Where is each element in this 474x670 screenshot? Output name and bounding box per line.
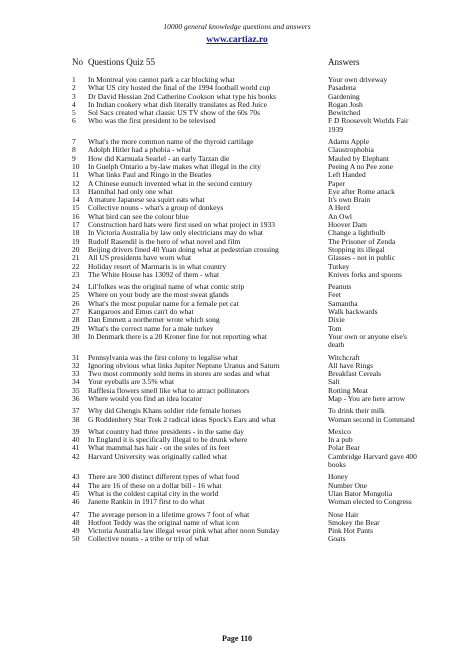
question-text: Pennsylvania was the first colony to legalise what bbox=[88, 353, 238, 362]
row-number: 5 bbox=[72, 108, 76, 118]
question-text: Two most commonly sold items in stores are sodas and what bbox=[88, 370, 270, 379]
answer-text: Mexico bbox=[328, 426, 351, 436]
answer-text: Glasses - not in public bbox=[328, 253, 396, 263]
answer-text: Walk backwards bbox=[328, 307, 378, 317]
question-text: Adolph Hitler had a phobia - what bbox=[88, 146, 191, 155]
row-number: 26 bbox=[72, 298, 80, 308]
row-number: 29 bbox=[72, 323, 80, 333]
row-number: 15 bbox=[72, 203, 80, 213]
question-text: The average person in a lifetime grows 7 foot of what bbox=[88, 510, 250, 519]
question-text: Hannibal had only one what bbox=[88, 187, 173, 196]
question-text: What's the more common name of the thyroid cartilage bbox=[88, 138, 254, 147]
row-number: 21 bbox=[72, 253, 80, 263]
answer-text: Bewitched bbox=[328, 108, 361, 118]
row-number: 24 bbox=[72, 282, 80, 292]
answer-text: Pasadena bbox=[328, 83, 356, 93]
row-number: 9 bbox=[72, 153, 76, 163]
question-text: All US presidents have worn what bbox=[88, 254, 192, 263]
answer-text: The Prisoner of Zenda bbox=[328, 236, 396, 246]
question-text: Construction hard hats were first used on what project in 1933 bbox=[88, 221, 276, 230]
answer-text: Claustrophobia bbox=[328, 145, 374, 155]
question-text: Dan Emmett a northerner wrote which song bbox=[88, 316, 220, 325]
row-number: 38 bbox=[72, 414, 80, 424]
table-row bbox=[0, 535, 474, 543]
table-row bbox=[0, 395, 474, 403]
row-number: 6 bbox=[72, 116, 76, 126]
answer-text: Smokey the Bear bbox=[328, 517, 380, 527]
question-text: How did Karnuala Searlel - an early Tarzan die bbox=[88, 154, 230, 163]
answer-text: Paper bbox=[328, 178, 346, 188]
question-text: Rafflesia flowers smell like what to attract pollinators bbox=[88, 386, 250, 395]
question-text: Lil'folkes was the original name of what comic strip bbox=[88, 283, 245, 292]
answer-text: Gardening bbox=[328, 91, 360, 101]
answer-text: Eye after Rome attack bbox=[328, 186, 395, 196]
answer-text: A Herd bbox=[328, 203, 350, 213]
question-text: There are 300 distinct different types of what food bbox=[88, 473, 240, 482]
answer-text: Woman elected to Congress bbox=[328, 497, 412, 507]
answer-text: Woman second in Command bbox=[328, 414, 415, 424]
column-header-questions: Questions Quiz 55 bbox=[88, 57, 155, 67]
question-text: Hotfoot Teddy was the original name of what icon bbox=[88, 518, 239, 527]
answer-text: Samantha bbox=[328, 298, 358, 308]
row-number: 45 bbox=[72, 488, 80, 498]
row-number: 3 bbox=[72, 91, 76, 101]
question-text: In Guelph Ontario a by-law makes what illegal in the city bbox=[88, 162, 261, 171]
question-text: A Chinese eunuch invented what in the second century bbox=[88, 179, 253, 188]
question-text: Your eyeballs are 3.5% what bbox=[88, 378, 175, 387]
answer-text: Breakfast Cereals bbox=[328, 369, 382, 379]
row-number: 4 bbox=[72, 99, 76, 109]
question-text: Where on your body are the most sweat glands bbox=[88, 291, 229, 300]
answer-text: Honey bbox=[328, 472, 348, 482]
question-text: What mammal has hair - on the soles of its feet bbox=[88, 444, 230, 453]
row-number: 48 bbox=[72, 517, 80, 527]
question-text: In Indian cookery what dish literally translates as Red Juice bbox=[88, 100, 267, 109]
row-number: 34 bbox=[72, 377, 80, 387]
answer-text: Rogan Josh bbox=[328, 99, 363, 109]
question-text: Kangaroos and Emus can't do what bbox=[88, 308, 194, 317]
row-number: 44 bbox=[72, 480, 80, 490]
row-number: 14 bbox=[72, 195, 80, 205]
row-number: 10 bbox=[72, 161, 80, 171]
row-number: 50 bbox=[72, 534, 80, 544]
row-number: 42 bbox=[72, 451, 80, 461]
question-text: Beijing drivers fined 40 Yuan doing what at pedestrian crossing bbox=[88, 245, 279, 254]
answer-text: F D Roosevelt Worlds Fair 1939 bbox=[328, 116, 409, 134]
row-number: 22 bbox=[72, 261, 80, 271]
row-number: 7 bbox=[72, 137, 76, 147]
row-number: 37 bbox=[72, 406, 80, 416]
site-link[interactable]: www.cartiaz.ro bbox=[206, 35, 268, 45]
quiz-table bbox=[0, 76, 474, 544]
question-text: In England it is specifically illegal to be drunk where bbox=[88, 436, 248, 445]
answer-text: Map - You are here arrow bbox=[328, 393, 406, 403]
row-number: 49 bbox=[72, 526, 80, 536]
answer-text: Peanuts bbox=[328, 282, 352, 292]
row-number: 30 bbox=[72, 331, 80, 341]
question-text: Collective nouns - what's a group of donkeys bbox=[88, 204, 224, 213]
question-text: Who was the first president to be televised bbox=[88, 117, 216, 126]
row-number: 17 bbox=[72, 220, 80, 230]
answer-text: All have Rings bbox=[328, 360, 373, 370]
column-header-no: No bbox=[72, 57, 83, 67]
question-text: G Roddenbery Star Trek 2 radical ideas Spock's Ears and what bbox=[88, 415, 276, 424]
row-number: 20 bbox=[72, 244, 80, 254]
row-number: 39 bbox=[72, 426, 80, 436]
question-text: The are 16 of these on a dollar bill - 16 what bbox=[88, 481, 222, 490]
row-number: 2 bbox=[72, 83, 76, 93]
answer-text: In a pub bbox=[328, 435, 353, 445]
answer-text: Salt bbox=[328, 377, 340, 387]
answer-text: Dixie bbox=[328, 315, 345, 325]
table-row bbox=[0, 117, 474, 134]
question-text: Holiday resort of Marmaris is in what country bbox=[88, 262, 227, 271]
question-text: Ignoring obvious what links Jupiter Neptune Uranus and Saturn bbox=[88, 361, 280, 370]
question-text: Victoria Australia law illegal wear pink what after noon Sunday bbox=[88, 527, 280, 536]
table-row bbox=[0, 498, 474, 506]
answer-text: Knives forks and spoons bbox=[328, 269, 402, 279]
answer-text: To drink their milk bbox=[328, 406, 385, 416]
row-number: 11 bbox=[72, 170, 80, 180]
row-number: 40 bbox=[72, 435, 80, 445]
answer-text: Your own or anyone else's death bbox=[328, 331, 407, 350]
answer-text: Turkey bbox=[328, 261, 350, 271]
column-header-answers: Answers bbox=[328, 57, 360, 67]
answer-text: Stopping its illegal bbox=[328, 244, 385, 254]
row-number: 16 bbox=[72, 211, 80, 221]
answer-text: Ulan Bator Mongolia bbox=[328, 488, 393, 498]
answer-text: Peeing A no Pee zone bbox=[328, 161, 393, 171]
question-text: A mature Japanese sea squirt eats what bbox=[88, 196, 205, 205]
question-text: What's the most popular name for a female pet cat bbox=[88, 299, 239, 308]
document-subtitle: 10000 general knowledge questions and answers bbox=[163, 22, 311, 31]
question-text: What US city hosted the final of the 1994 football world cup bbox=[88, 84, 271, 93]
answer-text: Rotting Meat bbox=[328, 385, 368, 395]
answer-text: Feet bbox=[328, 290, 341, 300]
row-number: 31 bbox=[72, 352, 80, 362]
question-text: What links Paul and Ringo in the Beatles bbox=[88, 171, 212, 180]
row-number: 18 bbox=[72, 228, 80, 238]
answer-text: Your own driveway bbox=[328, 75, 388, 84]
row-number: 23 bbox=[72, 269, 80, 279]
question-text: What's the correct name for a male turkey bbox=[88, 324, 214, 333]
question-text: Dr David Hessian 2nd Catherine Cookson what type his books bbox=[88, 92, 277, 101]
answer-text: An Owl bbox=[328, 211, 352, 221]
answer-text: Witchcraft bbox=[328, 352, 360, 362]
table-row bbox=[0, 416, 474, 424]
row-number: 36 bbox=[72, 393, 80, 403]
table-row bbox=[0, 453, 474, 470]
question-text: Why did Ghengis Khans soldier ride female horses bbox=[88, 407, 242, 416]
row-number: 1 bbox=[72, 75, 76, 84]
answer-text: Pink Hot Pants bbox=[328, 526, 374, 536]
table-row bbox=[0, 333, 474, 350]
question-text: Rudolf Rasendil is the hero of what novel and film bbox=[88, 237, 241, 246]
answer-text: Number One bbox=[328, 480, 367, 490]
answer-text: Change a lightbulb bbox=[328, 228, 386, 238]
question-text: What is the coldest capital city in the world bbox=[88, 489, 219, 498]
row-number: 33 bbox=[72, 369, 80, 379]
answer-text: Mauled by Elephant bbox=[328, 153, 389, 163]
row-number: 32 bbox=[72, 360, 80, 370]
question-text: Sol Sacs created what classic US TV show of the 60s 70s bbox=[88, 109, 260, 118]
row-number: 28 bbox=[72, 315, 80, 325]
row-number: 41 bbox=[72, 443, 80, 453]
row-number: 47 bbox=[72, 509, 80, 519]
question-text: What bird can see the colour blue bbox=[88, 212, 189, 221]
answer-text: Polar Bear bbox=[328, 443, 360, 453]
answer-text: Hoover Dam bbox=[328, 220, 367, 230]
row-number: 25 bbox=[72, 290, 80, 300]
table-row bbox=[0, 271, 474, 279]
row-number: 35 bbox=[72, 385, 80, 395]
answer-text: It's own Brain bbox=[328, 195, 371, 205]
row-number: 8 bbox=[72, 145, 76, 155]
answer-text: Adams Apple bbox=[328, 137, 370, 147]
question-text: Janette Rankin in 1917 first to do what bbox=[88, 498, 205, 507]
row-number: 27 bbox=[72, 307, 80, 317]
question-text: In Victoria Australia by law only electricians may do what bbox=[88, 229, 263, 238]
answer-text: Cambridge Harvard gave 400 books bbox=[328, 451, 417, 470]
question-text: Harvard University was originally called what bbox=[88, 452, 227, 461]
row-number: 13 bbox=[72, 186, 80, 196]
answer-text: Goats bbox=[328, 534, 346, 544]
answer-text: Nose Hair bbox=[328, 509, 359, 519]
question-text: In Denmark there is a 20 Kroner fine for not reporting what bbox=[88, 332, 267, 341]
question-text: In Montreal you cannot park a car blocking what bbox=[88, 76, 235, 84]
row-number: 43 bbox=[72, 472, 80, 482]
page-number: Page 110 bbox=[222, 634, 252, 643]
row-number: 12 bbox=[72, 178, 80, 188]
row-number: 19 bbox=[72, 236, 80, 246]
question-text: Collective nouns - a tribe or trip of what bbox=[88, 535, 209, 544]
question-text: What country had three presidents - in the same day bbox=[88, 427, 244, 436]
question-text: Where would you find an idea locator bbox=[88, 394, 202, 403]
answer-text: Left Handed bbox=[328, 170, 366, 180]
answer-text: Tom bbox=[328, 323, 342, 333]
row-number: 46 bbox=[72, 497, 80, 507]
question-text: The White House has 13092 of them - what bbox=[88, 270, 220, 279]
